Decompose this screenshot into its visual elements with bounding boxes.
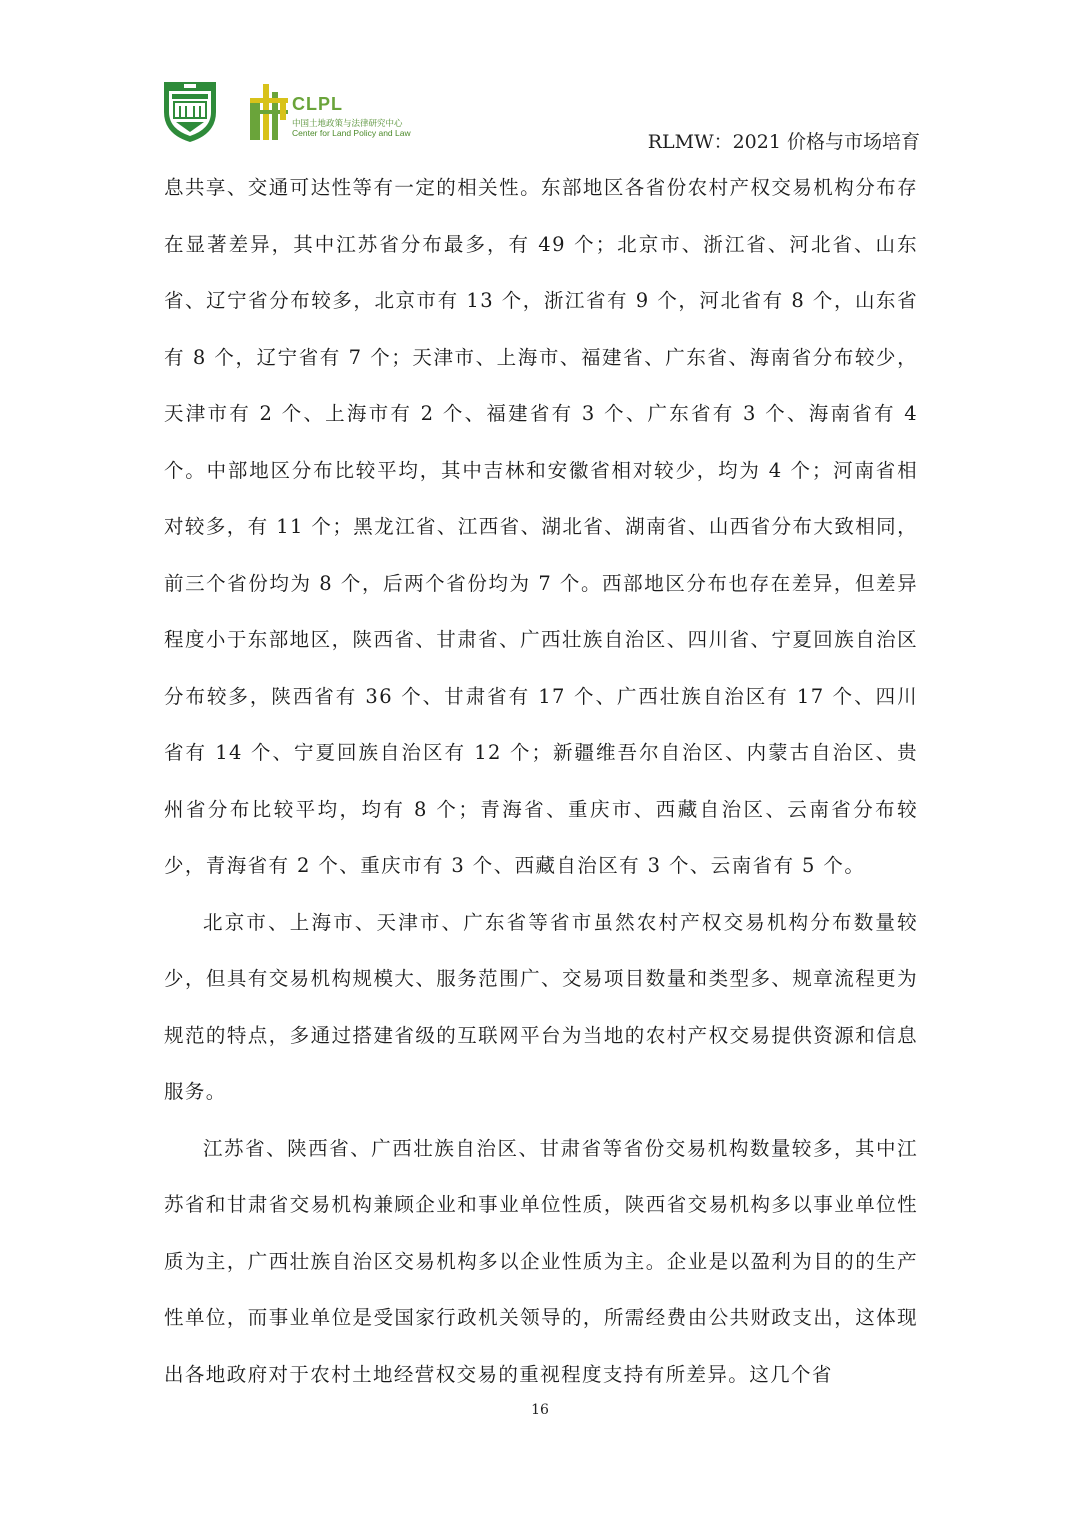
clpl-chinese-name: 中国土地政策与法律研究中心 — [292, 119, 403, 129]
paragraph-regional-distribution: 息共享、交通可达性等有一定的相关性。东部地区各省份农村产权交易机构分布存在显著差异，其中江苏省分布最多，有 49 个；北京市、浙江省、河北省、山东省、辽宁省分布较多，北京市有 13 个，浙江省有 9 个，河北省有 8 个，山东省有 8 个，辽宁省有 7 个；天津市、上海市、福建省、广东省、海南省分布较少，天津市有 2 个、上海市有 2 个、福建省有 3 个、广东省有 3 个、海南省有 4 个。中部地区分布比较平均，其中吉林和安徽省相对较少，均为 4 个；河南省相对较多，有 11 个；黑龙江省、江西省、湖北省、湖南省、山西省分布大致相同，前三个省份均为 8 个，后两个省份均为 7 个。西部地区分布也存在差异，但差异程度小于东部地区，陕西省、甘肃省、广西壮族自治区、四川省、宁夏回族自治区分布较多，陕西省有 36 个、甘肃省有 17 个、广西壮族自治区有 17 个、四川省有 14 个、宁夏回族自治区有 12 个；新疆维吾尔自治区、内蒙古自治区、贵州省分布比较平均，均有 8 个；青海省、重庆市、西藏自治区、云南省分布较少，青海省有 2 个、重庆市有 3 个、西藏自治区有 3 个、云南省有 5 个。 — [164, 176, 918, 877]
clpl-logo — [246, 80, 486, 142]
clpl-mark-icon — [246, 80, 290, 142]
china-agricultural-university-logo — [160, 78, 220, 144]
page-header — [160, 78, 920, 158]
paragraph-institution-nature: 江苏省、陕西省、广西壮族自治区、甘肃省等省份交易机构数量较多，其中江苏省和甘肃省交易机构兼顾企业和事业单位性质，陕西省交易机构多以事业单位性质为主，广西壮族自治区交易机构多以企业性质为主。企业是以盈利为目的的生产性单位，而事业单位是受国家行政机关领导的，所需经费由公共财政支出，这体现出各地政府对于农村土地经营权交易的重视程度支持有所差异。这几个省 — [164, 1136, 918, 1386]
document-body — [164, 160, 918, 1403]
clpl-english-name: Center for Land Policy and Law — [292, 128, 411, 138]
clpl-abbreviation: CLPL — [292, 94, 343, 114]
paragraph-municipalities: 北京市、上海市、天津市、广东省等省市虽然农村产权交易机构分布数量较少，但具有交易机构规模大、服务范围广、交易项目数量和类型多、规章流程更为规范的特点，多通过搭建省级的互联网平台为当地的农村产权交易提供资源和信息服务。 — [164, 910, 918, 1103]
university-emblem-icon — [160, 78, 220, 144]
running-header-title: RLMW：2021 价格与市场培育 — [647, 131, 920, 153]
page-number: 16 — [531, 1402, 549, 1418]
